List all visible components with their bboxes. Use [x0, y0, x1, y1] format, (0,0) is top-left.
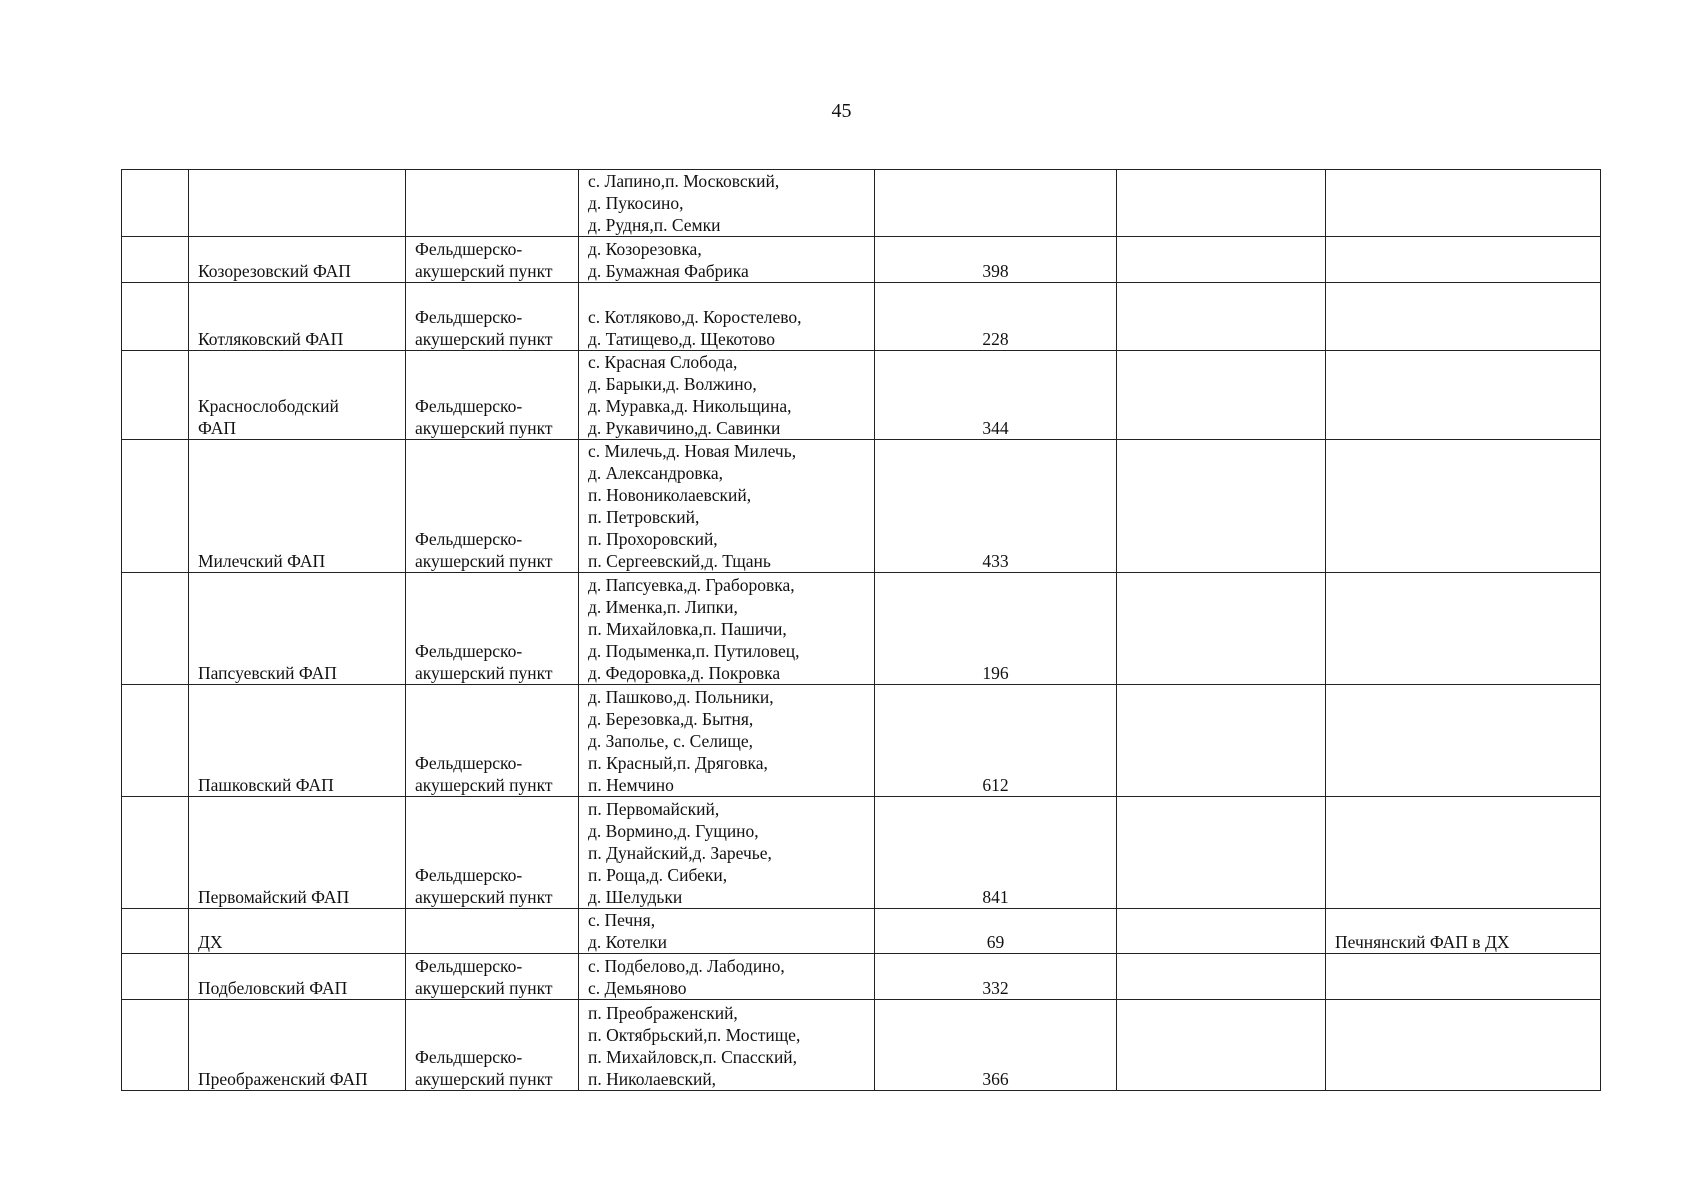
facility-name-cell: Подбеловский ФАП	[189, 954, 406, 1000]
note-cell	[1326, 283, 1601, 351]
facility-name-cell: Котляковский ФАП	[189, 283, 406, 351]
population-cell: 433	[875, 440, 1117, 573]
table-row	[122, 954, 1601, 1000]
note-cell	[1326, 351, 1601, 440]
facility-name-cell	[189, 170, 406, 237]
population-cell: 228	[875, 283, 1117, 351]
settlements-cell: п. Преображенский, п. Октябрьский,п. Мостище, п. Михайловск,п. Спасский, п. Николаевский,	[579, 1000, 875, 1091]
note-cell	[1326, 573, 1601, 685]
row-number-cell	[122, 909, 189, 954]
empty-cell	[1117, 237, 1326, 283]
settlements-cell: с. Подбелово,д. Лабодино, с. Демьяново	[579, 954, 875, 1000]
population-cell: 344	[875, 351, 1117, 440]
table-row	[122, 797, 1601, 909]
facility-type-cell: Фельдшерско- акушерский пункт	[406, 237, 579, 283]
settlements-cell: п. Первомайский, д. Вормино,д. Гущино, п. Дунайский,д. Заречье, п. Роща,д. Сибеки, д. Шелудьки	[579, 797, 875, 909]
empty-cell	[1117, 1000, 1326, 1091]
facility-table	[121, 169, 1601, 1091]
row-number-cell	[122, 170, 189, 237]
settlements-cell: д. Козорезовка, д. Бумажная Фабрика	[579, 237, 875, 283]
settlements-cell: с. Котляково,д. Коростелево, д. Татищево,д. Щекотово	[579, 283, 875, 351]
table-row	[122, 283, 1601, 351]
settlements-cell: с. Красная Слобода, д. Барыки,д. Волжино, д. Муравка,д. Никольщина, д. Рукавичино,д. Савинки	[579, 351, 875, 440]
note-cell: Печнянский ФАП в ДХ	[1326, 909, 1601, 954]
empty-cell	[1117, 909, 1326, 954]
facility-type-cell: Фельдшерско- акушерский пункт	[406, 797, 579, 909]
row-number-cell	[122, 685, 189, 797]
population-cell: 612	[875, 685, 1117, 797]
empty-cell	[1117, 351, 1326, 440]
empty-cell	[1117, 685, 1326, 797]
empty-cell	[1117, 954, 1326, 1000]
row-number-cell	[122, 283, 189, 351]
note-cell	[1326, 237, 1601, 283]
facility-type-cell: Фельдшерско- акушерский пункт	[406, 440, 579, 573]
table-row	[122, 440, 1601, 573]
table-row	[122, 237, 1601, 283]
population-cell: 196	[875, 573, 1117, 685]
facility-type-cell	[406, 909, 579, 954]
row-number-cell	[122, 954, 189, 1000]
population-cell: 841	[875, 797, 1117, 909]
note-cell	[1326, 797, 1601, 909]
note-cell	[1326, 1000, 1601, 1091]
facility-type-cell: Фельдшерско- акушерский пункт	[406, 1000, 579, 1091]
row-number-cell	[122, 573, 189, 685]
population-cell: 332	[875, 954, 1117, 1000]
settlements-cell: с. Печня, д. Котелки	[579, 909, 875, 954]
row-number-cell	[122, 797, 189, 909]
row-number-cell	[122, 1000, 189, 1091]
table-row	[122, 909, 1601, 954]
note-cell	[1326, 440, 1601, 573]
population-cell: 69	[875, 909, 1117, 954]
note-cell	[1326, 170, 1601, 237]
population-cell: 366	[875, 1000, 1117, 1091]
facility-type-cell: Фельдшерско- акушерский пункт	[406, 685, 579, 797]
empty-cell	[1117, 573, 1326, 685]
facility-name-cell: Краснослободский ФАП	[189, 351, 406, 440]
facility-name-cell: Пашковский ФАП	[189, 685, 406, 797]
table-row	[122, 573, 1601, 685]
empty-cell	[1117, 170, 1326, 237]
facility-name-cell: Папсуевский ФАП	[189, 573, 406, 685]
table-row	[122, 170, 1601, 237]
row-number-cell	[122, 440, 189, 573]
facility-type-cell	[406, 170, 579, 237]
population-cell	[875, 170, 1117, 237]
facility-name-cell: Первомайский ФАП	[189, 797, 406, 909]
empty-cell	[1117, 440, 1326, 573]
settlements-cell: д. Папсуевка,д. Граборовка, д. Именка,п. Липки, п. Михайловка,п. Пашичи, д. Подыменка,п. Путиловец, д. Федоровка,д. Покровка	[579, 573, 875, 685]
facility-type-cell: Фельдшерско- акушерский пункт	[406, 954, 579, 1000]
note-cell	[1326, 954, 1601, 1000]
row-number-cell	[122, 237, 189, 283]
population-cell: 398	[875, 237, 1117, 283]
note-cell	[1326, 685, 1601, 797]
facility-type-cell: Фельдшерско- акушерский пункт	[406, 573, 579, 685]
facility-type-cell: Фельдшерско- акушерский пункт	[406, 351, 579, 440]
table-body	[122, 170, 1601, 1091]
facility-name-cell: ДХ	[189, 909, 406, 954]
page-number: 45	[831, 100, 852, 122]
row-number-cell	[122, 351, 189, 440]
facility-name-cell: Преображенский ФАП	[189, 1000, 406, 1091]
settlements-cell: д. Пашково,д. Польники, д. Березовка,д. Бытня, д. Заполье, с. Селище, п. Красный,п. Дряговка, п. Немчино	[579, 685, 875, 797]
facility-name-cell: Милечский ФАП	[189, 440, 406, 573]
facility-type-cell: Фельдшерско- акушерский пункт	[406, 283, 579, 351]
table-row	[122, 351, 1601, 440]
table-row	[122, 1000, 1601, 1091]
settlements-cell: с. Лапино,п. Московский, д. Пукосино, д. Рудня,п. Семки	[579, 170, 875, 237]
table-row	[122, 685, 1601, 797]
settlements-cell: с. Милечь,д. Новая Милечь, д. Александровка, п. Новониколаевский, п. Петровский, п. Прохоровский, п. Сергеевский,д. Тщань	[579, 440, 875, 573]
facility-name-cell: Козорезовский ФАП	[189, 237, 406, 283]
empty-cell	[1117, 797, 1326, 909]
empty-cell	[1117, 283, 1326, 351]
